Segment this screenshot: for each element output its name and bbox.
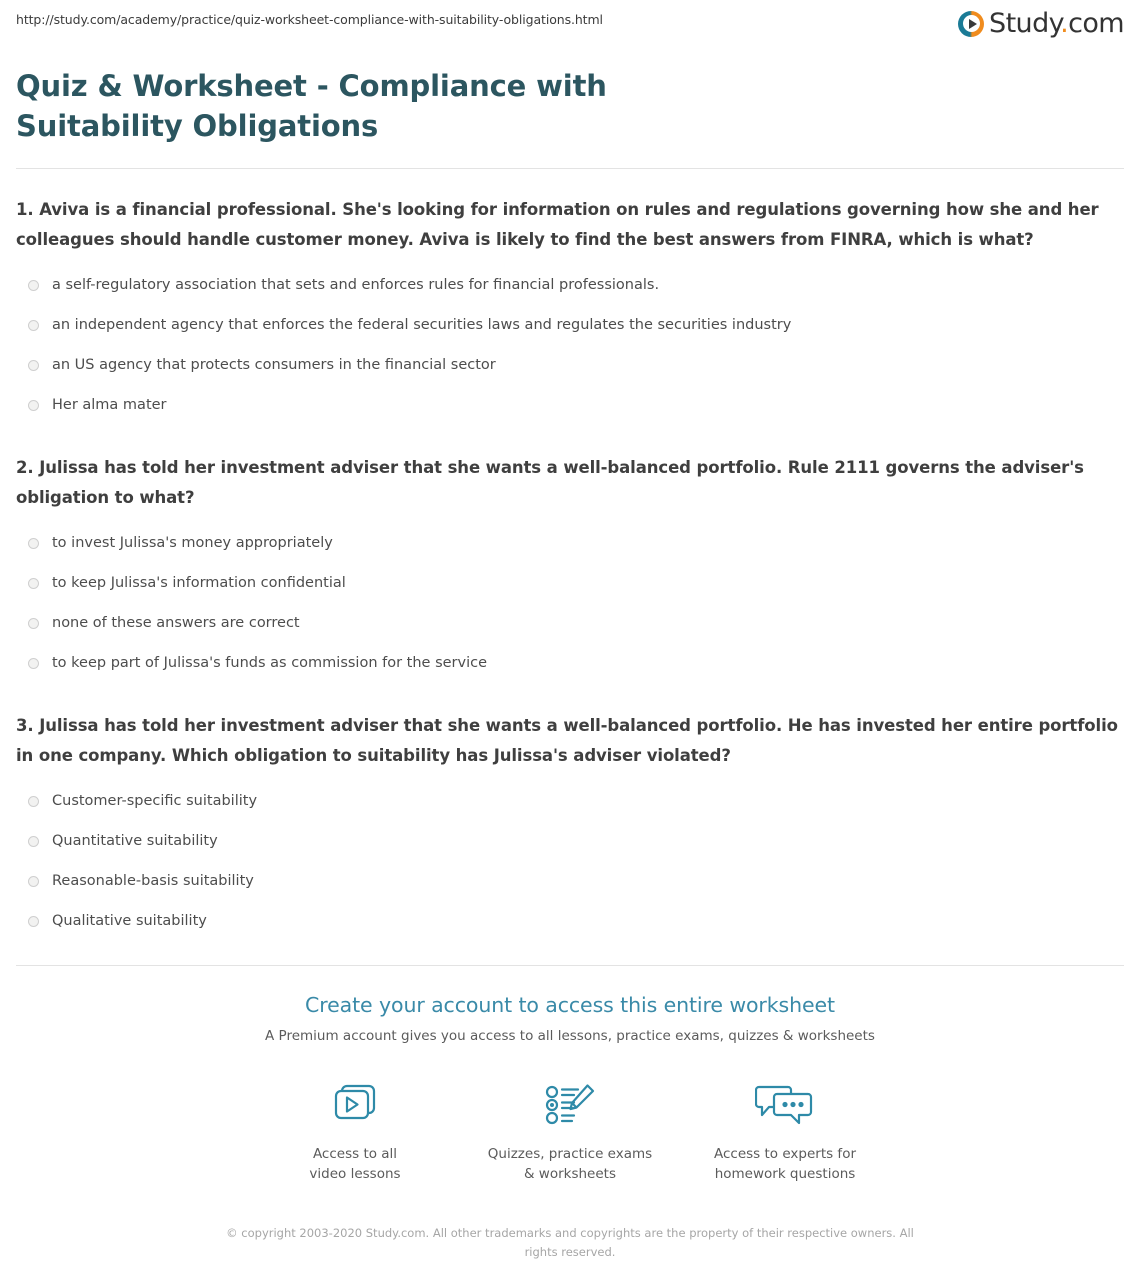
checklist-pencil-icon [463,1078,678,1136]
option-label: an US agency that protects consumers in the financial sector [52,357,496,373]
feature-label [248,1144,463,1184]
option-row[interactable] [16,305,1124,345]
option-label: an independent agency that enforces the federal securities laws and regulates the securities industry [52,317,792,333]
option-row[interactable] [16,821,1124,861]
radio-button-icon[interactable] [28,916,39,927]
options-list [16,265,1124,425]
radio-button-icon[interactable] [28,876,39,887]
copyright-text: © copyright 2003-2020 Study.com. All other trademarks and copyrights are the property of their respective owners. All rights reserved. [226,1226,914,1259]
option-row[interactable] [16,781,1124,821]
brand-word-study: Study [989,8,1061,39]
question-text: 3. Julissa has told her investment adviser that she wants a well-balanced portfolio. He has invested her entire portfolio in one company. Which obligation to suitability has Julissa's adviser violated? [16,716,1118,765]
study-com-logo[interactable] [958,10,1124,37]
options-list [16,781,1124,941]
radio-button-icon[interactable] [28,280,39,291]
chat-bubbles-icon [678,1078,893,1136]
page-title: Quiz & Worksheet - Compliance with Suitability Obligations [16,69,607,143]
feature-label-line1: Access to experts for [713,1146,856,1162]
option-row[interactable] [16,523,1124,563]
options-list [16,523,1124,683]
cta-headline[interactable]: Create your account to access this entire worksheet [305,993,835,1017]
radio-button-icon[interactable] [28,658,39,669]
option-row[interactable] [16,385,1124,425]
question-block [16,195,1124,425]
feature-label-line2: homework questions [714,1166,856,1182]
option-row[interactable] [16,901,1124,941]
page-header [0,0,1140,58]
brand-word-com: com [1068,8,1124,39]
radio-button-icon[interactable] [28,320,39,331]
feature-video-lessons [248,1078,463,1184]
radio-button-icon[interactable] [28,618,39,629]
option-label: to keep Julissa's information confidential [52,575,346,591]
cta-subtitle: A Premium account gives you access to all lessons, practice exams, quizzes & worksheets [265,1028,875,1044]
option-label: to keep part of Julissa's funds as commission for the service [52,655,488,671]
radio-button-icon[interactable] [28,538,39,549]
option-label: Customer-specific suitability [52,793,258,809]
option-label: a self-regulatory association that sets and enforces rules for financial professionals. [52,277,660,293]
radio-button-icon[interactable] [28,836,39,847]
brand-wordmark [989,10,1124,37]
feature-label [678,1144,893,1184]
question-block [16,711,1124,941]
brand-dot: . [1060,8,1069,39]
play-circle-icon [958,11,984,37]
option-label: none of these answers are correct [52,615,300,631]
radio-button-icon[interactable] [28,796,39,807]
option-label: Qualitative suitability [52,913,207,929]
feature-label [463,1144,678,1184]
title-section [0,66,1140,146]
option-label: to invest Julissa's money appropriately [52,535,333,551]
option-row[interactable] [16,643,1124,683]
option-label: Reasonable-basis suitability [52,873,254,889]
radio-button-icon[interactable] [28,360,39,371]
option-row[interactable] [16,265,1124,305]
video-cards-play-icon [248,1078,463,1136]
feature-label-line2: video lessons [309,1166,401,1182]
source-url: http://study.com/academy/practice/quiz-worksheet-compliance-with-suitability-obligations.html [16,12,603,27]
feature-label-line2: & worksheets [523,1166,616,1182]
feature-label-line1: Quizzes, practice exams [487,1146,653,1162]
radio-button-icon[interactable] [28,578,39,589]
question-text: 1. Aviva is a financial professional. She's looking for information on rules and regulations governing how she and her colleagues should handle customer money. Aviva is likely to find the best answers from FINRA, which is what? [16,200,1099,249]
feature-label-line1: Access to all [312,1146,398,1162]
feature-expert-help [678,1078,893,1184]
question-text: 2. Julissa has told her investment adviser that she wants a well-balanced portfolio. Rule 2111 governs the adviser's obligation to what? [16,458,1084,507]
questions-list [0,195,1140,941]
option-row[interactable] [16,603,1124,643]
create-account-cta [0,966,1140,1262]
feature-quizzes-worksheets [463,1078,678,1184]
option-row[interactable] [16,563,1124,603]
question-block [16,453,1124,683]
title-divider [16,168,1124,169]
features-row [0,1078,1140,1184]
option-row[interactable] [16,345,1124,385]
radio-button-icon[interactable] [28,400,39,411]
option-label: Her alma mater [52,397,167,413]
option-row[interactable] [16,861,1124,901]
option-label: Quantitative suitability [52,833,218,849]
